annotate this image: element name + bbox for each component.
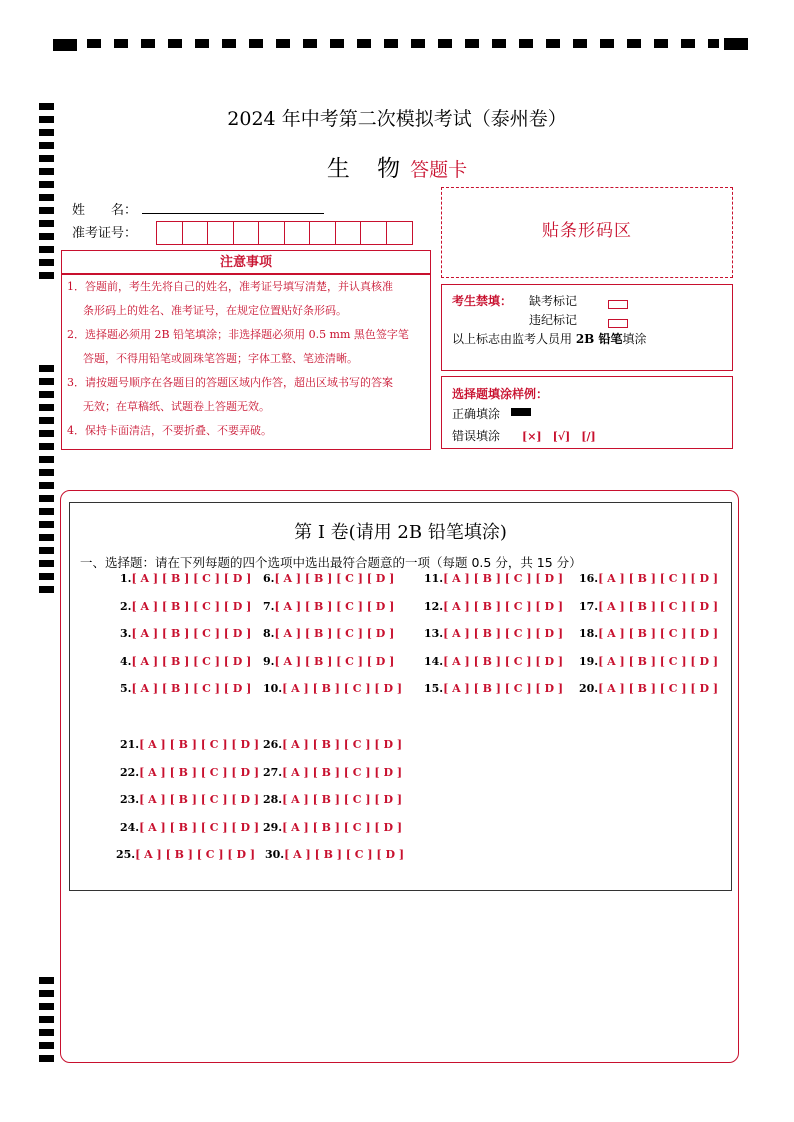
- forbidden-label: 考生禁填：: [452, 294, 513, 308]
- question-row[interactable]: [424, 655, 563, 668]
- question-number: 19.: [579, 655, 599, 668]
- wrong-label: 错误填涂: [452, 429, 501, 443]
- question-row[interactable]: [579, 655, 718, 668]
- answer-options[interactable]: [ A ] [ B ] [ C ] [ D ]: [443, 572, 564, 585]
- section-instruction: 一、选择题：请在下列每题的四个选项中选出最符合题意的一项（每题 0.5 分，共 15 分）: [80, 555, 582, 570]
- answer-options[interactable]: [ A ] [ B ] [ C ] [ D ]: [274, 600, 395, 613]
- question-number: 15.: [424, 682, 444, 695]
- notice-item: 无效；在草稿纸、试题卷上答题无效。: [83, 400, 270, 413]
- answer-options[interactable]: [ A ] [ B ] [ C ] [ D ]: [282, 738, 403, 751]
- forbidden-note: [452, 330, 647, 347]
- question-number: 2.: [120, 600, 132, 613]
- notice-item: 条形码上的姓名、准考证号，在规定位置贴好条形码。: [83, 304, 347, 317]
- answer-options[interactable]: [ A ] [ B ] [ C ] [ D ]: [274, 655, 395, 668]
- answer-options[interactable]: [ A ] [ B ] [ C ] [ D ]: [443, 682, 564, 695]
- notice-item: 3．请按题号顺序在各题目的答题区域内作答，超出区域书写的答案: [67, 376, 393, 389]
- answer-options[interactable]: [ A ] [ B ] [ C ] [ D ]: [284, 848, 405, 861]
- question-number: 22.: [120, 766, 140, 779]
- question-row[interactable]: [424, 682, 563, 695]
- question-row[interactable]: [120, 821, 259, 834]
- notice-title-box: [61, 250, 431, 274]
- note-bold-text: 2B 铅笔: [575, 332, 623, 346]
- question-row[interactable]: [263, 627, 394, 640]
- wrong-marks: [×] [√] [/]: [522, 430, 596, 443]
- question-row[interactable]: [424, 572, 563, 585]
- answer-options[interactable]: [ A ] [ B ] [ C ] [ D ]: [443, 600, 564, 613]
- answer-options[interactable]: [ A ] [ B ] [ C ] [ D ]: [274, 627, 395, 640]
- question-row[interactable]: [263, 738, 402, 751]
- answer-options[interactable]: [ A ] [ B ] [ C ] [ D ]: [274, 572, 395, 585]
- question-row[interactable]: [120, 793, 259, 806]
- answer-options[interactable]: [ A ] [ B ] [ C ] [ D ]: [131, 682, 252, 695]
- id-number-boxes[interactable]: [156, 221, 413, 245]
- question-number: 11.: [424, 572, 444, 585]
- notice-item: 4．保持卡面清洁，不要折叠、不要弄破。: [67, 424, 272, 437]
- answer-options[interactable]: [ A ] [ B ] [ C ] [ D ]: [139, 793, 260, 806]
- question-number: 27.: [263, 766, 283, 779]
- question-number: 6.: [263, 572, 275, 585]
- question-number: 8.: [263, 627, 275, 640]
- question-number: 4.: [120, 655, 132, 668]
- answer-options[interactable]: [ A ] [ B ] [ C ] [ D ]: [135, 848, 256, 861]
- answer-options[interactable]: [ A ] [ B ] [ C ] [ D ]: [282, 821, 403, 834]
- question-row[interactable]: [120, 600, 251, 613]
- name-field[interactable]: [142, 213, 324, 214]
- question-number: 5.: [120, 682, 132, 695]
- answer-options[interactable]: [ A ] [ B ] [ C ] [ D ]: [131, 655, 252, 668]
- answer-options[interactable]: [ A ] [ B ] [ C ] [ D ]: [282, 793, 403, 806]
- question-row[interactable]: [263, 793, 402, 806]
- question-row[interactable]: [579, 572, 718, 585]
- question-row[interactable]: [263, 682, 402, 695]
- question-row[interactable]: [120, 738, 259, 751]
- barcode-area: [441, 187, 733, 278]
- question-row[interactable]: [120, 766, 259, 779]
- note-text: 以上标志由监考人员用: [452, 332, 576, 346]
- question-number: 13.: [424, 627, 444, 640]
- question-row[interactable]: [579, 600, 718, 613]
- question-row[interactable]: [263, 821, 402, 834]
- question-row[interactable]: [265, 848, 404, 861]
- answer-options[interactable]: [ A ] [ B ] [ C ] [ D ]: [598, 572, 719, 585]
- id-label: 准考证号：: [72, 226, 138, 241]
- subject-heading: [0, 150, 794, 183]
- question-number: 28.: [263, 793, 283, 806]
- exam-title: 2024 年中考第二次模拟考试（泰州卷）: [227, 108, 567, 130]
- question-number: 18.: [579, 627, 599, 640]
- answer-options[interactable]: [ A ] [ B ] [ C ] [ D ]: [139, 738, 260, 751]
- answer-options[interactable]: [ A ] [ B ] [ C ] [ D ]: [443, 655, 564, 668]
- question-number: 17.: [579, 600, 599, 613]
- question-number: 30.: [265, 848, 285, 861]
- answer-options[interactable]: [ A ] [ B ] [ C ] [ D ]: [598, 655, 719, 668]
- answer-options[interactable]: [ A ] [ B ] [ C ] [ D ]: [282, 766, 403, 779]
- notice-title: 注意事项: [219, 255, 272, 270]
- question-row[interactable]: [120, 572, 251, 585]
- question-row[interactable]: [116, 848, 255, 861]
- sample-title: 选择题填涂样例：: [452, 387, 549, 401]
- question-row[interactable]: [120, 682, 251, 695]
- question-row[interactable]: [263, 766, 402, 779]
- answer-options[interactable]: [ A ] [ B ] [ C ] [ D ]: [282, 682, 403, 695]
- absent-mark-box[interactable]: [608, 294, 628, 313]
- question-row[interactable]: [424, 627, 563, 640]
- correct-label: 正确填涂: [452, 407, 501, 421]
- answer-options[interactable]: [ A ] [ B ] [ C ] [ D ]: [131, 572, 252, 585]
- section-title: 第 I 卷(请用 2B 铅笔填涂): [294, 522, 507, 543]
- question-number: 26.: [263, 738, 283, 751]
- question-number: 23.: [120, 793, 140, 806]
- question-row[interactable]: [263, 572, 394, 585]
- answer-options[interactable]: [ A ] [ B ] [ C ] [ D ]: [139, 766, 260, 779]
- violation-label: 违纪标记: [529, 313, 578, 327]
- question-number: 14.: [424, 655, 444, 668]
- answer-options[interactable]: [ A ] [ B ] [ C ] [ D ]: [598, 600, 719, 613]
- answer-options[interactable]: [ A ] [ B ] [ C ] [ D ]: [131, 600, 252, 613]
- question-number: 24.: [120, 821, 140, 834]
- question-row[interactable]: [263, 600, 394, 613]
- answer-options[interactable]: [ A ] [ B ] [ C ] [ D ]: [131, 627, 252, 640]
- question-row[interactable]: [120, 655, 251, 668]
- notice-item: 1．答题前，考生先将自己的姓名，准考证号填写清楚，并认真核准: [67, 280, 393, 293]
- note-text-end: 填涂: [622, 332, 647, 346]
- question-number: 20.: [579, 682, 599, 695]
- question-number: 21.: [120, 738, 140, 751]
- answer-options[interactable]: [ A ] [ B ] [ C ] [ D ]: [598, 682, 719, 695]
- question-number: 29.: [263, 821, 283, 834]
- question-number: 25.: [116, 848, 136, 861]
- barcode-label: 贴条形码区: [542, 221, 632, 241]
- answer-options[interactable]: [ A ] [ B ] [ C ] [ D ]: [598, 627, 719, 640]
- answer-options[interactable]: [ A ] [ B ] [ C ] [ D ]: [443, 627, 564, 640]
- answer-options[interactable]: [ A ] [ B ] [ C ] [ D ]: [139, 821, 260, 834]
- name-label: 姓 名：: [72, 203, 138, 218]
- answer-card-label: 答题卡: [410, 159, 468, 181]
- question-row[interactable]: [120, 627, 251, 640]
- question-number: 7.: [263, 600, 275, 613]
- question-number: 10.: [263, 682, 283, 695]
- subject-name: 生 物: [326, 156, 411, 182]
- question-number: 1.: [120, 572, 132, 585]
- question-row[interactable]: [263, 655, 394, 668]
- question-number: 3.: [120, 627, 132, 640]
- absent-label: 缺考标记: [529, 294, 578, 308]
- notice-item: 2．选择题必须用 2B 铅笔填涂；非选择题必须用 0.5 mm 黑色签字笔: [67, 328, 409, 341]
- question-row[interactable]: [579, 627, 718, 640]
- question-number: 16.: [579, 572, 599, 585]
- correct-fill-sample: [511, 408, 531, 416]
- question-number: 12.: [424, 600, 444, 613]
- question-row[interactable]: [579, 682, 718, 695]
- notice-item: 答题，不得用铅笔或圆珠笔答题；字体工整、笔迹清晰。: [83, 352, 358, 365]
- question-row[interactable]: [424, 600, 563, 613]
- question-number: 9.: [263, 655, 275, 668]
